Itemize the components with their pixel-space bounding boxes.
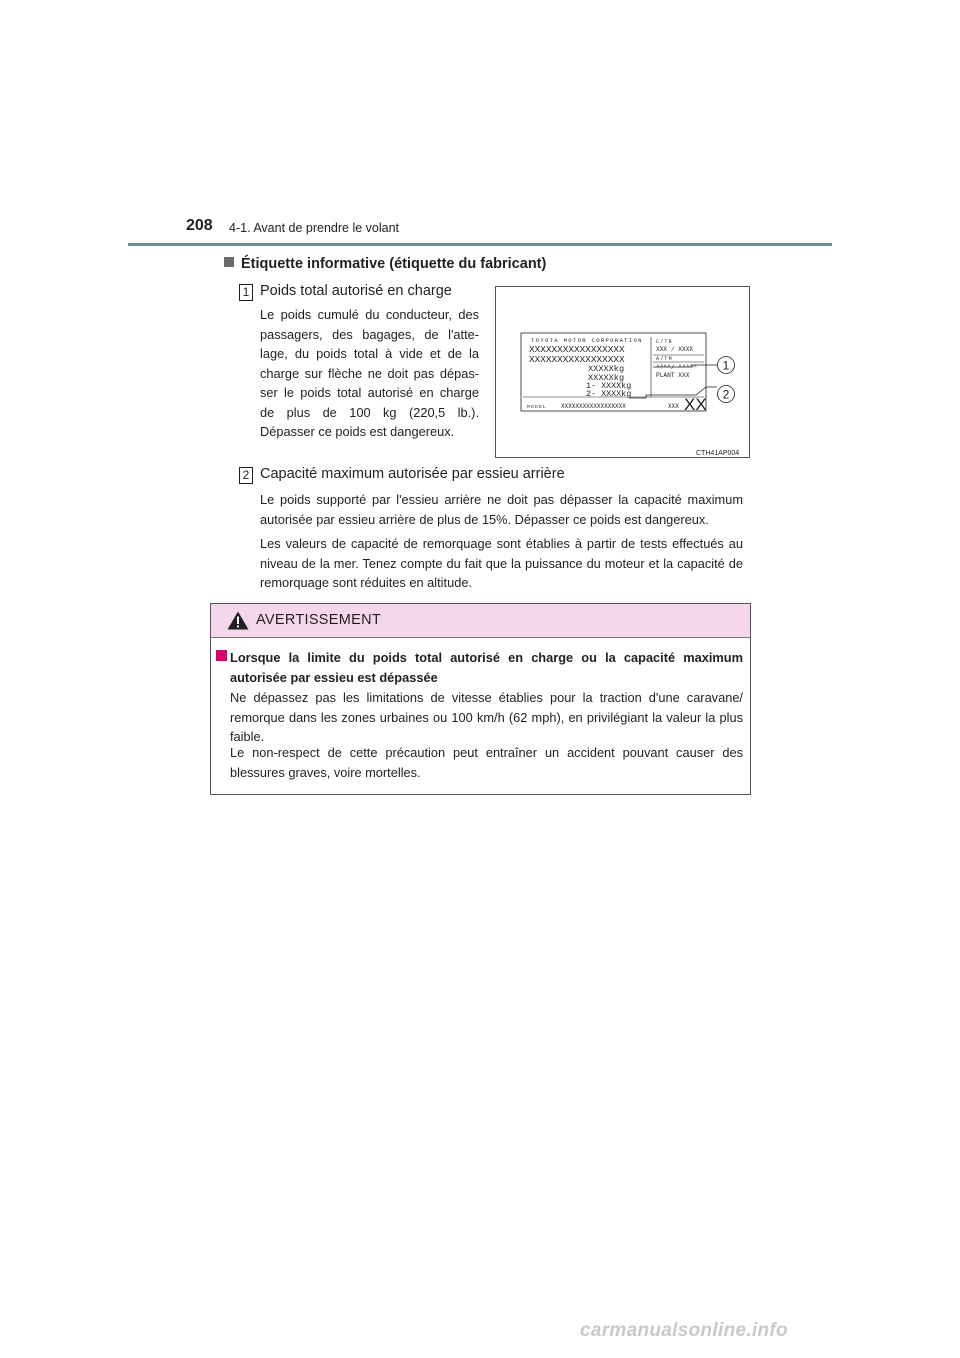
warning-box bbox=[210, 603, 751, 795]
label-model: MODEL bbox=[527, 405, 547, 410]
warning-bullet-icon bbox=[216, 650, 227, 661]
warning-triangle-icon bbox=[227, 611, 249, 630]
item-2-body2: Les valeurs de capacité de remorquage sont établies à partir de tests effectués au niveau de la mer. Tenez compte du fait que la puissance du moteur et la capacité de remorquage sont réduites en altitude. bbox=[260, 536, 743, 590]
figure-code: CTH41AP004 bbox=[696, 450, 740, 457]
section-heading bbox=[224, 256, 546, 272]
label-ctr-value: XXX / XXXX bbox=[656, 346, 694, 353]
square-bullet-icon bbox=[224, 257, 234, 267]
item-number-2: 2 bbox=[239, 467, 253, 484]
warning-para2: Le non-respect de cette précaution peut entraîner un accident pouvant causer des blessures graves, voire mortelles. bbox=[230, 745, 743, 780]
label-plant: PLANT XXX bbox=[656, 372, 690, 379]
warning-title: AVERTISSEMENT bbox=[256, 612, 382, 628]
label-axle1: 1- XXXXkg bbox=[586, 381, 632, 391]
item-1-title: Poids total autorisé en charge bbox=[260, 283, 452, 299]
section-title: 4-1. Avant de prendre le volant bbox=[229, 221, 400, 235]
warning-header bbox=[211, 604, 750, 638]
heading-text: Étiquette informative (étiquette du fabricant) bbox=[241, 256, 547, 272]
label-atm-value: ^^^^/ ^^^^^ bbox=[656, 364, 697, 371]
label-maker: TOYOTA MOTOR CORPORATION bbox=[531, 337, 643, 344]
warning-para1: Ne dépassez pas les limitations de vitesse établies pour la traction d'une caravane/ remorque dans les zones urbaines ou 100 km/h (62 mph), en privilégiant la valeur la plus faible. bbox=[230, 690, 743, 744]
watermark: carmanualsonline.info bbox=[580, 1320, 788, 1341]
label-weight1: XXXXXkg bbox=[588, 364, 625, 374]
page-number: 208 bbox=[186, 217, 213, 234]
callout-1: 1 bbox=[722, 358, 730, 373]
label-model-code: XXX bbox=[668, 403, 679, 410]
header-rule bbox=[128, 243, 832, 246]
item-2-title: Capacité maximum autorisée par essieu arrière bbox=[260, 466, 565, 482]
warning-subheading: Lorsque la limite du poids total autorisé en charge ou la capacité maximum autorisée par essieu est dépassée bbox=[230, 650, 743, 685]
item-1-body: Le poids cumulé du conducteur, des passagers, des bagages, de l'atte-lage, du poids total à vide et de la charge sur flèche ne doit pas dépas-ser le poids total autorisé en charge de plus de 100 kg (220,5 lb.). Dépasser ce poids est dangereux. bbox=[260, 307, 479, 439]
label-model-value: XXXXXXXXXXXXXXXXXX bbox=[561, 403, 626, 410]
item-2-body: Le poids supporté par l'essieu arrière ne doit pas dépasser la capacité maximum autorisée par essieu arrière de plus de 15%. Dépasser ce poids est dangereux. bbox=[260, 492, 743, 527]
label-weight2: XXXXXkg bbox=[588, 373, 625, 383]
manufacturer-label-illustration bbox=[496, 287, 749, 457]
label-line1: XXXXXXXXXXXXXXXXX bbox=[529, 344, 625, 355]
label-ctr: C/TR bbox=[656, 339, 673, 345]
label-model-big: XX bbox=[684, 395, 707, 414]
label-figure bbox=[495, 286, 750, 458]
label-axle2: 2- XXXXkg bbox=[586, 389, 632, 399]
callout-2: 2 bbox=[722, 387, 730, 402]
item-number-1: 1 bbox=[239, 284, 253, 301]
label-line2: XXXXXXXXXXXXXXXXX bbox=[529, 354, 625, 365]
label-atm: A/TM bbox=[656, 356, 673, 362]
